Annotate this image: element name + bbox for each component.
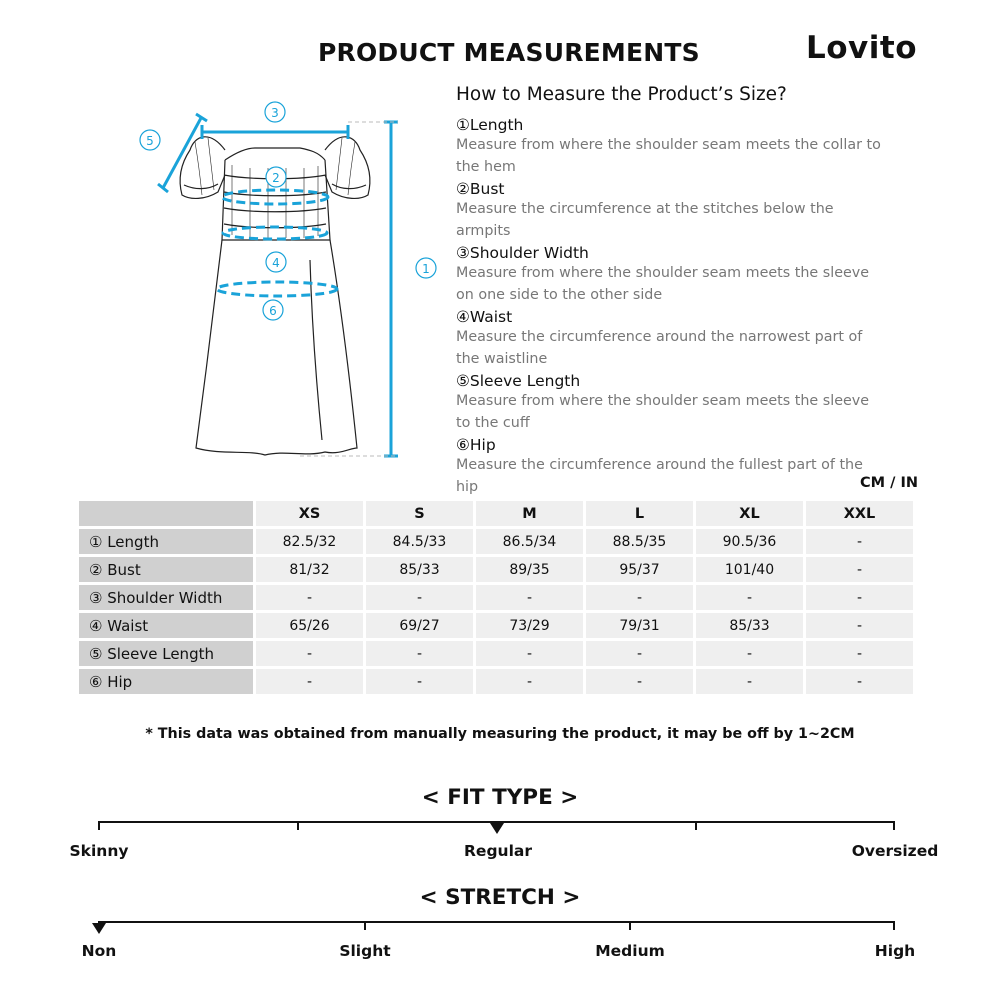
instruction-title: ③Shoulder Width: [456, 244, 589, 262]
table-cell: -: [696, 641, 803, 666]
table-cell: -: [366, 669, 473, 694]
table-cell: 88.5/35: [586, 529, 693, 554]
instruction-desc: Measure the circumference around the narrowest part of the waistline: [456, 329, 863, 367]
fit-type-tick: [893, 821, 895, 830]
table-cell: 79/31: [586, 613, 693, 638]
stretch-tick: [629, 921, 631, 930]
table-cell: -: [476, 641, 583, 666]
table-cell: -: [476, 585, 583, 610]
diagram-label-3: 3: [271, 106, 279, 120]
table-cell: -: [586, 585, 693, 610]
fit-type-tick: [98, 821, 100, 830]
dress-diagram: [130, 95, 450, 465]
instruction-title: ②Bust: [456, 180, 505, 198]
table-row: [79, 557, 913, 582]
table-cell: 65/26: [256, 613, 363, 638]
fit-type-tick: [695, 821, 697, 830]
table-cell: 82.5/32: [256, 529, 363, 554]
stretch-label-slight: Slight: [339, 942, 391, 960]
table-cell: -: [586, 669, 693, 694]
diagram-label-5: 5: [146, 134, 154, 148]
fit-type-tick: [297, 821, 299, 830]
instruction-title: ⑤Sleeve Length: [456, 372, 581, 390]
instructions-heading: How to Measure the Product’s Size?: [456, 84, 787, 105]
stretch-label-high: High: [874, 942, 916, 960]
instruction-hip: [456, 435, 886, 498]
table-cell: -: [256, 585, 363, 610]
brand-logo: Lovito: [806, 30, 918, 66]
fit-type-selected-marker: [490, 823, 504, 834]
instruction-desc: Measure from where the shoulder seam meets the collar to the hem: [456, 137, 881, 175]
table-cell: 81/32: [256, 557, 363, 582]
table-header-row: [79, 501, 913, 526]
table-cell: 101/40: [696, 557, 803, 582]
size-header: M: [476, 501, 583, 526]
table-cell: 69/27: [366, 613, 473, 638]
size-header: XXL: [806, 501, 913, 526]
stretch-tick: [364, 921, 366, 930]
table-cell: 86.5/34: [476, 529, 583, 554]
stretch-label-non: Non: [81, 942, 117, 960]
stretch-title: < STRETCH >: [419, 885, 581, 910]
stretch-selected-marker: [92, 923, 106, 934]
row-label: ⑤ Sleeve Length: [79, 641, 253, 666]
table-cell: -: [696, 669, 803, 694]
table-cell: 90.5/36: [696, 529, 803, 554]
table-cell: -: [256, 641, 363, 666]
table-row: [79, 641, 913, 666]
table-cell: -: [806, 641, 913, 666]
table-row: [79, 613, 913, 638]
row-label: ① Length: [79, 529, 253, 554]
table-cell: -: [806, 529, 913, 554]
instruction-title: ①Length: [456, 116, 524, 134]
fit-type-title: < FIT TYPE >: [421, 785, 579, 810]
table-cell: -: [806, 585, 913, 610]
diagram-label-4: 4: [272, 256, 280, 270]
size-table: [76, 498, 916, 697]
table-cell: -: [696, 585, 803, 610]
table-cell: 84.5/33: [366, 529, 473, 554]
table-cell: -: [806, 613, 913, 638]
table-row: [79, 669, 913, 694]
instruction-sleeve-length: [456, 371, 886, 434]
instruction-desc: Measure the circumference around the fullest part of the hip: [456, 457, 863, 495]
instruction-title: ⑥Hip: [456, 436, 496, 454]
size-header: XL: [696, 501, 803, 526]
fit-label-oversized: Oversized: [851, 842, 939, 860]
row-label: ⑥ Hip: [79, 669, 253, 694]
table-cell: 85/33: [696, 613, 803, 638]
instruction-waist: [456, 307, 886, 370]
table-cell: -: [586, 641, 693, 666]
row-label: ③ Shoulder Width: [79, 585, 253, 610]
table-cell: 85/33: [366, 557, 473, 582]
fit-label-regular: Regular: [464, 842, 532, 860]
instruction-bust: [456, 179, 886, 242]
table-corner: [79, 501, 253, 526]
table-cell: -: [806, 669, 913, 694]
diagram-label-6: 6: [269, 304, 277, 318]
instruction-length: [456, 115, 886, 178]
size-header: L: [586, 501, 693, 526]
row-label: ④ Waist: [79, 613, 253, 638]
table-cell: -: [256, 669, 363, 694]
row-label: ② Bust: [79, 557, 253, 582]
measure-instructions: [456, 84, 886, 499]
table-cell: 89/35: [476, 557, 583, 582]
table-cell: -: [366, 641, 473, 666]
table-row: [79, 585, 913, 610]
stretch-scale-line: [99, 921, 895, 923]
diagram-label-1: 1: [422, 262, 430, 276]
instruction-shoulder-width: [456, 243, 886, 306]
stretch-tick: [893, 921, 895, 930]
size-header: S: [366, 501, 473, 526]
stretch-label-medium: Medium: [595, 942, 665, 960]
instruction-desc: Measure the circumference at the stitches below the armpits: [456, 201, 834, 239]
instruction-title: ④Waist: [456, 308, 513, 326]
table-cell: 73/29: [476, 613, 583, 638]
table-cell: 95/37: [586, 557, 693, 582]
table-cell: -: [806, 557, 913, 582]
table-row: [79, 529, 913, 554]
size-header: XS: [256, 501, 363, 526]
unit-label: CM / IN: [860, 475, 918, 491]
diagram-label-2: 2: [272, 171, 280, 185]
fit-label-skinny: Skinny: [69, 842, 129, 860]
instruction-desc: Measure from where the shoulder seam meets the sleeve to the cuff: [456, 393, 870, 431]
measurement-disclaimer: * This data was obtained from manually measuring the product, it may be off by 1~2CM: [145, 726, 855, 742]
table-cell: -: [476, 669, 583, 694]
instruction-desc: Measure from where the shoulder seam meets the sleeve on one side to the other side: [456, 265, 870, 303]
table-cell: -: [366, 585, 473, 610]
page-title: PRODUCT MEASUREMENTS: [318, 38, 700, 67]
